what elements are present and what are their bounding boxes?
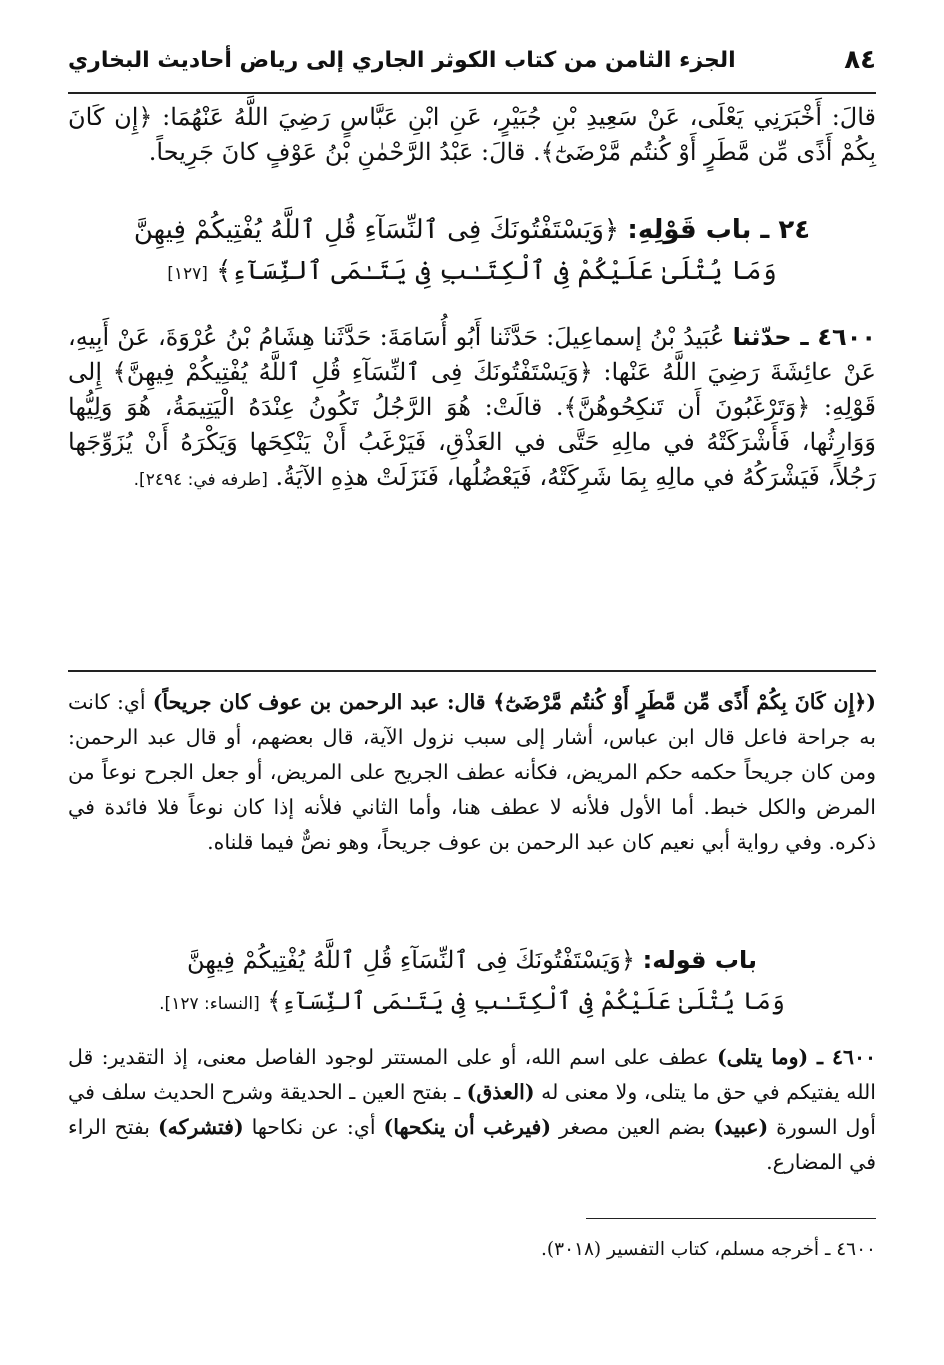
running-header (68, 40, 876, 80)
hadith-4600 (68, 320, 876, 498)
chapter-heading-24 (68, 210, 876, 295)
page-number: ٨٤ (844, 45, 876, 75)
verse-reference: [النساء: ١٢٧]. (159, 994, 260, 1014)
term-al-adhq: (العذق) (466, 1080, 535, 1104)
verse-line-1: ﴿وَيَسْتَفْتُونَكَ فِى ٱلنِّسَآءِ قُلِ ٱللَّهُ يُفْتِيكُمْ فِيهِنَّ (186, 946, 635, 974)
commentary-text-1: عطف على اسم الله، أو على المستتر لوجود الفاصل معنى، إذ التقدير: قل الله يفتيكم في حق ما يتلى، ولا معنى له (68, 1045, 876, 1104)
commentary-lead: (﴿إِن كَانَ بِكُمْ أَذًى مِّن مَّطَرٍ أَوْ كُنتُم مَّرْضَىٰٓ﴾ قال: عبد الرحمن بن عوف كان جريحاً) (152, 690, 876, 714)
commentary-text-2: ـ بفتح العين ـ الحديقة وشرح الحديث سلف في أول السورة (68, 1080, 876, 1139)
intro-paragraph: قالَ: أَخْبَرَنِي يَعْلَى، عَنْ سَعِيدِ بْنِ جُبَيْرٍ، عَنِ ابْنِ عَبَّاسٍ رَضِيَ اللَّهُ عَنْهُمَا: ﴿إِن كَانَ بِكُمْ أَذًى مِّن مَّطَرٍ أَوْ كُنتُم مَّرْضَىٰٓ﴾. قالَ: عَبْدُ الرَّحْمٰنِ بْنُ عَوْفٍ كانَ جَرِيحاً. (68, 103, 876, 166)
verse-line-1: ﴿وَيَسْتَفْتُونَكَ فِى ٱلنِّسَآءِ قُلِ ٱللَّهُ يُفْتِيكُمْ فِيهِنَّ (133, 215, 620, 245)
verse-line-2: وَمَا يُتْلَىٰ عَلَيْكُمْ فِى ٱلْكِتَـٰبِ فِى يَتَـٰمَى ٱلنِّسَآءِ﴾ (267, 987, 785, 1015)
term-fatushrikuhu: (فتشركه) (157, 1115, 244, 1139)
commentary-text-4: أي: عن نكاحها (243, 1115, 384, 1139)
chapter-heading-commentary (68, 940, 876, 1025)
chapter-label: باب قوله: (642, 946, 758, 974)
hadith-text: عُبَيدُ بْنُ إسماعِيلَ: حَدَّثَنا أَبُو أُسَامَةَ: حَدَّثَنا هِشَامُ بْنُ عُرْوَةَ، عَنْ أَبِيهِ، عَنْ عائِشَةَ رَضِيَ اللَّهُ عَنْها: ﴿وَيَسْتَفْتُونَكَ فِى ٱلنِّسَآءِ قُلِ ٱللَّهُ يُفْتِيكُمْ فِيهِنَّ﴾ إِلى قَوْلِهِ: ﴿وَتَرْغَبُونَ أَن تَنكِحُوهُنَّ﴾. قالَتْ: هُوَ الرَّجُلُ تَكُونُ عِنْدَهُ الْيَتِيمَةُ، هُوَ وَلِيُّها وَوَارِثُها، فَأَشْرَكَتْهُ في مالِهِ حَتَّى في العَذْقِ، فَيَرْغَبُ أَنْ يَنْكِحَها وَيَكْرَهُ أَنْ يُزَوِّجَها رَجُلاً، فَيَشْرَكُهُ في مالِهِ بِمَا شَرِكَتْهُ، فَيَعْضُلُها، فَنَزَلَتْ هذِهِ الآيَةُ. (68, 323, 877, 491)
commentary-text-3: بضم العين مصغر (551, 1115, 714, 1139)
chapter-heading-line-2 (68, 251, 876, 295)
chapter-label: ٢٤ ـ باب قَوْلِهِ: (627, 215, 811, 245)
commentary-divider (68, 670, 876, 672)
verse-line-2: وَمَا يُتْلَىٰ عَلَيْكُمْ فِى ٱلْكِتَـٰبِ فِى يَتَـٰمَى ٱلنِّسَآءِ﴾ (216, 256, 777, 286)
footnote-rule (586, 1218, 876, 1219)
running-title: الجزء الثامن من كتاب الكوثر الجاري إلى رياض أحاديث البخاري (68, 47, 736, 73)
commentary-paragraph-1 (68, 685, 876, 860)
commentary-text: أي: كانت به جراحة فاعل قال ابن عباس، أشار إلى سبب نزول الآية، قال بعضهم، أو قال عبد الرحمن: ومن كان جريحاً حكمه حكم المريض، فكأنه عطف الجريح على المريض، أو جعل الجرح نوعاً من المرض والكل خبط. أما الأول فلأنه لا عطف هنا، وأما الثاني فلأنه إذا كان نوعاً فلا فائدة في ذكره. وفي رواية أبي نعيم كان عبد الرحمن بن عوف جريحاً، وهو نصٌّ فيما قلناه. (68, 690, 876, 854)
hadith-number: ٤٦٠٠ ـ حدّثنا (732, 323, 876, 351)
commentary-number: ٤٦٠٠ ـ (وما يتلى) (716, 1045, 876, 1069)
chapter-heading-line-2 (68, 981, 876, 1025)
chapter-heading-line-1 (68, 940, 876, 981)
term-ubaid: (عبيد) (713, 1115, 769, 1139)
commentary-text-5: بفتح الراء في المضارع. (68, 1115, 876, 1174)
commentary-paragraph-4600 (68, 1040, 876, 1180)
header-rule (68, 92, 876, 94)
footnote: ٤٦٠٠ ـ أخرجه مسلم، كتاب التفسير (٣٠١٨). (541, 1239, 876, 1260)
chapter-heading-line-1 (68, 210, 876, 251)
verse-reference: [١٢٧] (167, 264, 208, 284)
term-fayarghab: (فيرغب أن ينكحها) (383, 1115, 552, 1139)
hadith-cross-reference: [طرفه في: ٢٤٩٤]. (133, 470, 268, 490)
